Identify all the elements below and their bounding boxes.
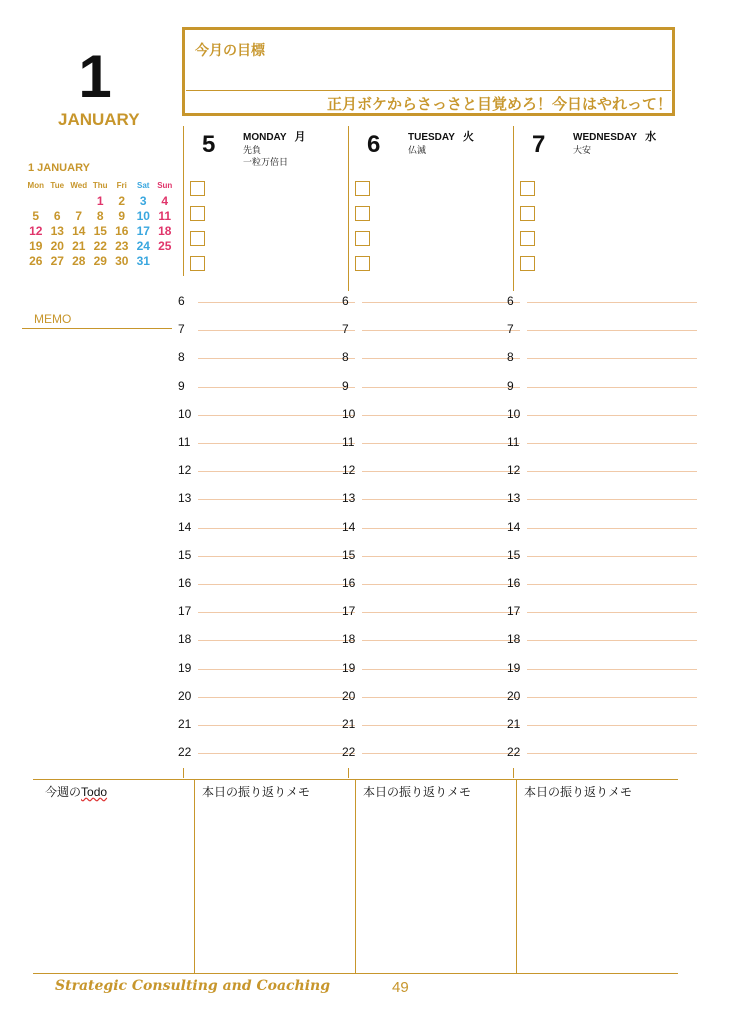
hour-label: 18	[178, 632, 192, 647]
task-checkbox[interactable]	[355, 181, 370, 196]
hour-slot-line[interactable]	[198, 302, 355, 303]
monthly-goal-text[interactable]: 正月ボケからさっさと目覚めろ！今日はやれって！	[326, 96, 672, 113]
task-checkbox[interactable]	[190, 231, 205, 246]
month-name: JANUARY	[58, 110, 140, 129]
hour-slot-line[interactable]	[527, 387, 697, 388]
hour-slot-line[interactable]	[362, 330, 520, 331]
day-note: 仏滅	[408, 145, 427, 155]
hour-slot-line[interactable]	[198, 556, 355, 557]
calendar-week	[25, 253, 176, 268]
hour-slot-line[interactable]	[362, 387, 520, 388]
hour-slot-line[interactable]	[527, 725, 697, 726]
month-number: 1	[78, 43, 112, 110]
bottom-bottom-line	[33, 973, 678, 974]
hour-label: 8	[507, 350, 514, 365]
hour-slot-line[interactable]	[527, 415, 697, 416]
hour-slot-line[interactable]	[527, 358, 697, 359]
hour-label: 22	[178, 745, 192, 760]
hour-slot-line[interactable]	[527, 499, 697, 500]
hour-label: 17	[507, 604, 521, 619]
hour-slot-line[interactable]	[198, 471, 355, 472]
day-note: 大安	[573, 145, 592, 155]
column-divider	[348, 126, 349, 291]
calendar-date[interactable]: 16	[115, 223, 129, 238]
hour-slot-line[interactable]	[198, 725, 355, 726]
hour-label: 21	[507, 717, 521, 731]
hour-label: 19	[342, 660, 356, 675]
task-checkbox[interactable]	[190, 256, 205, 271]
calendar-date[interactable]: 19	[29, 238, 43, 253]
goal-divider	[186, 90, 671, 91]
calendar-date[interactable]: 15	[93, 223, 107, 238]
hour-label: 19	[507, 660, 521, 675]
day-number: 7	[532, 131, 546, 158]
hour-label: 17	[178, 604, 192, 619]
calendar-date[interactable]: 9	[118, 208, 126, 223]
calendar-date[interactable]: 10	[136, 208, 150, 223]
bottom-divider	[194, 779, 195, 973]
column-tick	[348, 768, 349, 778]
calendar-date[interactable]: 1	[96, 193, 104, 208]
calendar-date[interactable]: 11	[158, 208, 172, 223]
hour-label: 16	[342, 576, 356, 590]
hour-slot-line[interactable]	[362, 556, 520, 557]
calendar-date[interactable]: 26	[29, 253, 43, 268]
calendar-date[interactable]: 4	[161, 193, 169, 208]
weekday-header: Sun	[157, 181, 173, 190]
hour-label: 21	[178, 717, 192, 731]
day-name: WEDNESDAY 水	[573, 131, 657, 143]
column-divider	[183, 126, 184, 276]
bottom-divider	[355, 779, 356, 973]
hour-label: 9	[178, 378, 185, 393]
hour-slot-line[interactable]	[198, 387, 355, 388]
hour-label: 20	[178, 688, 192, 703]
calendar-date[interactable]: 29	[93, 253, 107, 268]
hour-slot-line[interactable]	[198, 528, 355, 529]
hour-slot-line[interactable]	[527, 612, 697, 613]
hour-slot-line[interactable]	[362, 697, 520, 698]
calendar-date[interactable]: 13	[50, 223, 64, 238]
calendar-date[interactable]: 25	[158, 238, 172, 253]
hour-slot-line[interactable]	[198, 697, 355, 698]
calendar-date[interactable]: 24	[136, 238, 150, 253]
hour-label: 16	[507, 576, 521, 590]
task-checkbox[interactable]	[355, 206, 370, 221]
hour-slot-line[interactable]	[527, 697, 697, 698]
calendar-date[interactable]: 3	[139, 193, 147, 208]
weekday-header: Thu	[92, 181, 108, 190]
calendar-date[interactable]: 12	[29, 223, 43, 238]
weekday-header: Wed	[70, 181, 88, 190]
hour-slot-line[interactable]	[198, 358, 355, 359]
calendar-date[interactable]: 27	[50, 253, 64, 268]
hour-label: 15	[178, 547, 192, 562]
task-checkbox[interactable]	[190, 206, 205, 221]
calendar-date[interactable]: 7	[75, 208, 83, 223]
calendar-date[interactable]: 20	[50, 238, 64, 253]
weekly-todo-label: 今週のTodo	[45, 785, 108, 799]
hour-label: 7	[178, 322, 185, 337]
calendar-date[interactable]: 21	[72, 238, 86, 253]
hour-slot-line[interactable]	[527, 443, 697, 444]
hour-slot-line[interactable]	[527, 528, 697, 529]
task-checkbox[interactable]	[520, 256, 535, 271]
hour-slot-line[interactable]	[198, 499, 355, 500]
hour-slot-line[interactable]	[527, 640, 697, 641]
weekday-header: Sat	[137, 181, 150, 190]
hour-label: 13	[178, 491, 192, 506]
hour-label: 7	[507, 322, 514, 337]
hour-label: 17	[342, 604, 356, 619]
hour-slot-line[interactable]	[362, 443, 520, 444]
hour-label: 20	[342, 688, 356, 703]
weekday-header: Tue	[50, 181, 65, 190]
day-number: 5	[202, 131, 216, 158]
hour-label: 22	[507, 745, 521, 760]
bottom-divider	[516, 779, 517, 973]
hour-slot-line[interactable]	[362, 358, 520, 359]
reflection-memo-label: 本日の振り返りメモ	[524, 785, 633, 799]
calendar-date[interactable]: 28	[72, 253, 86, 268]
hour-slot-line[interactable]	[362, 528, 520, 529]
hour-label: 13	[342, 491, 356, 506]
calendar-week	[25, 238, 176, 253]
hour-label: 10	[342, 406, 356, 421]
task-checkbox[interactable]	[520, 231, 535, 246]
hour-label: 18	[507, 632, 521, 647]
hour-slot-line[interactable]	[527, 584, 697, 585]
column-divider	[513, 126, 514, 291]
hour-label: 9	[507, 378, 514, 393]
day-name: MONDAY 月	[243, 131, 306, 143]
calendar-date[interactable]: 22	[93, 238, 107, 253]
calendar-week	[25, 193, 176, 208]
hour-slot-line[interactable]	[198, 669, 355, 670]
hour-slot-line[interactable]	[527, 556, 697, 557]
hour-slot-line[interactable]	[198, 443, 355, 444]
hour-slot-line[interactable]	[198, 330, 355, 331]
hour-label: 11	[178, 435, 191, 449]
reflection-memo-label: 本日の振り返りメモ	[202, 785, 311, 799]
hour-label: 12	[507, 463, 521, 478]
calendar-date[interactable]: 18	[158, 223, 172, 238]
weekday-header: Fri	[116, 181, 127, 190]
calendar-week	[25, 208, 176, 223]
hour-label: 6	[342, 294, 349, 308]
mini-calendar-title: 1 JANUARY	[28, 162, 90, 174]
hour-label: 11	[342, 435, 355, 449]
hour-label: 14	[178, 519, 192, 534]
monthly-goal-title: 今月の目標	[195, 42, 265, 58]
hour-label: 10	[178, 406, 192, 421]
day-number: 6	[367, 131, 381, 158]
calendar-date[interactable]: 31	[136, 253, 150, 268]
calendar-date[interactable]: 17	[136, 223, 150, 238]
column-tick	[513, 768, 514, 778]
hour-label: 15	[342, 547, 356, 562]
hour-label: 6	[507, 294, 514, 308]
hour-slot-line[interactable]	[362, 471, 520, 472]
page-number: 49	[392, 979, 409, 996]
hour-slot-line[interactable]	[362, 612, 520, 613]
hour-slot-line[interactable]	[527, 669, 697, 670]
calendar-date[interactable]: 6	[53, 208, 61, 223]
weekday-header: Mon	[27, 181, 44, 190]
hour-slot-line[interactable]	[198, 753, 355, 754]
day-note: 一粒万倍日	[243, 157, 289, 167]
hour-label: 18	[342, 632, 356, 647]
calendar-date[interactable]: 23	[115, 238, 129, 253]
hour-slot-line[interactable]	[198, 584, 355, 585]
hour-label: 9	[342, 378, 349, 393]
day-note: 先負	[243, 145, 262, 155]
calendar-week	[25, 223, 176, 238]
hour-label: 8	[178, 350, 185, 365]
hour-slot-line[interactable]	[362, 640, 520, 641]
hour-label: 12	[178, 463, 192, 478]
hour-label: 6	[178, 294, 185, 308]
hour-slot-line[interactable]	[362, 415, 520, 416]
hour-slot-line[interactable]	[362, 753, 520, 754]
hour-slot-line[interactable]	[362, 499, 520, 500]
calendar-date[interactable]: 8	[96, 208, 104, 223]
hour-label: 12	[342, 463, 356, 478]
hour-label: 15	[507, 547, 521, 562]
hour-label: 14	[507, 519, 521, 534]
hour-slot-line[interactable]	[198, 612, 355, 613]
hour-label: 7	[342, 322, 349, 337]
hour-label: 10	[507, 406, 521, 421]
hour-slot-line[interactable]	[362, 725, 520, 726]
calendar-date[interactable]: 5	[32, 208, 40, 223]
day-name: TUESDAY 火	[408, 131, 474, 143]
hour-slot-line[interactable]	[527, 471, 697, 472]
memo-divider	[22, 328, 172, 329]
task-checkbox[interactable]	[355, 231, 370, 246]
hour-label: 14	[342, 519, 356, 534]
hour-label: 13	[507, 491, 521, 506]
task-checkbox[interactable]	[520, 206, 535, 221]
hour-slot-line[interactable]	[527, 753, 697, 754]
hour-slot-line[interactable]	[527, 330, 697, 331]
hour-slot-line[interactable]	[362, 584, 520, 585]
mini-calendar	[25, 178, 176, 268]
hour-slot-line[interactable]	[527, 302, 697, 303]
hour-label: 19	[178, 660, 192, 675]
task-checkbox[interactable]	[355, 256, 370, 271]
column-tick	[183, 768, 184, 778]
calendar-date[interactable]: 30	[115, 253, 129, 268]
hour-slot-line[interactable]	[362, 302, 520, 303]
task-checkbox[interactable]	[520, 181, 535, 196]
memo-label: MEMO	[34, 312, 72, 326]
hour-label: 8	[342, 350, 349, 365]
hour-slot-line[interactable]	[362, 669, 520, 670]
footer-brand: Strategic Consulting and Coaching	[55, 978, 331, 994]
hour-label: 20	[507, 688, 521, 703]
hour-label: 11	[507, 435, 520, 449]
calendar-date[interactable]: 2	[118, 193, 126, 208]
task-checkbox[interactable]	[190, 181, 205, 196]
hour-label: 16	[178, 576, 192, 590]
calendar-date[interactable]: 14	[72, 223, 86, 238]
hour-slot-line[interactable]	[198, 415, 355, 416]
hour-slot-line[interactable]	[198, 640, 355, 641]
hour-label: 21	[342, 717, 356, 731]
reflection-memo-label: 本日の振り返りメモ	[363, 785, 472, 799]
hour-label: 22	[342, 745, 356, 760]
